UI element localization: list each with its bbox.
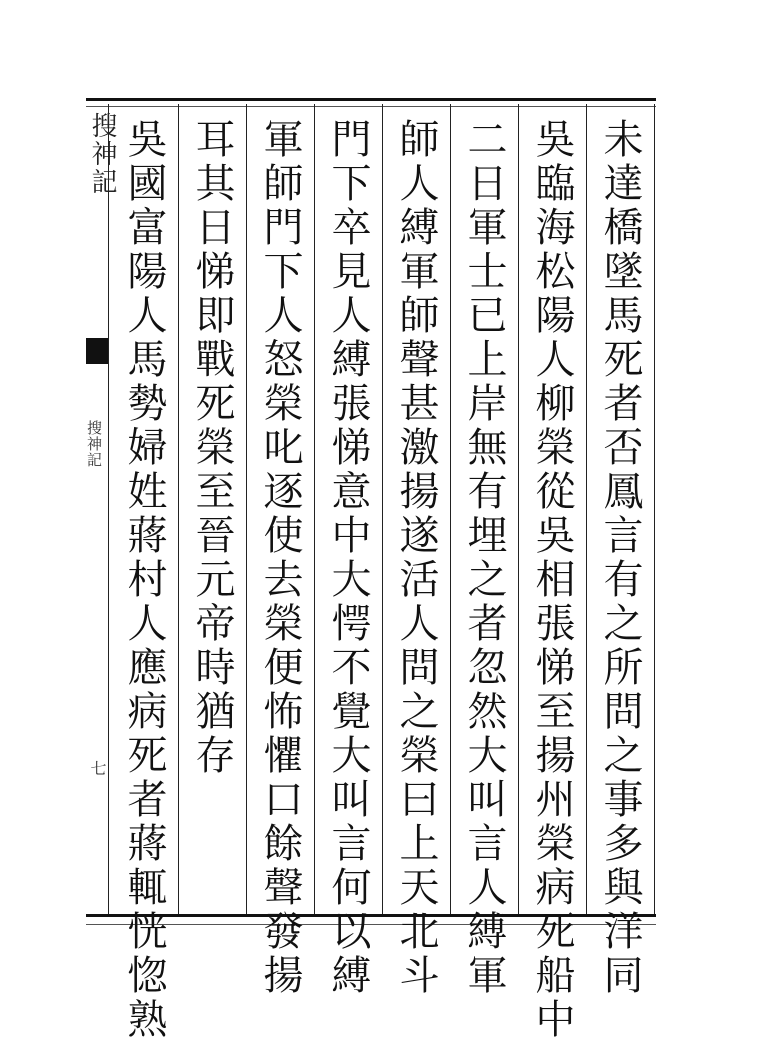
top-border <box>86 98 656 101</box>
margin-title: 搜神記 <box>87 112 117 196</box>
text-column-7: 耳其日悌即戰死榮至晉元帝時猶存 <box>189 118 235 778</box>
column-divider <box>654 104 655 914</box>
column-divider <box>518 104 519 914</box>
column-divider <box>382 104 383 914</box>
column-divider <box>246 104 247 914</box>
text-column-5: 門下卒見人縛張悌意中大愕不覺大叫言何以縛 <box>325 118 371 998</box>
margin-book-name: 搜神記 <box>85 420 103 468</box>
column-divider <box>108 104 109 914</box>
text-column-2: 吳臨海松陽人柳榮從吳相張悌至揚州榮病死船中 <box>529 118 575 1042</box>
page-number: 七 <box>88 760 107 776</box>
text-column-3: 二日軍士已上岸無有埋之者忽然大叫言人縛軍 <box>461 118 507 998</box>
column-divider <box>450 104 451 914</box>
top-border-inner <box>86 106 656 107</box>
text-column-1: 未達橋墜馬死者否鳳言有之所問之事多與洋同 <box>597 118 643 998</box>
column-divider <box>314 104 315 914</box>
fishtail-mark <box>86 338 108 364</box>
text-column-4: 師人縛軍師聲甚激揚遂活人問之榮曰上天北斗 <box>393 118 439 998</box>
column-divider <box>586 104 587 914</box>
text-column-6: 軍師門下人怒榮叱逐使去榮便怖懼口餘聲發揚 <box>257 118 303 998</box>
column-divider <box>178 104 179 914</box>
margin-strip <box>86 104 108 914</box>
text-column-8: 吳國富陽人馬勢婦姓蔣村人應病死者蔣輒恍惚熟 <box>121 118 167 1042</box>
